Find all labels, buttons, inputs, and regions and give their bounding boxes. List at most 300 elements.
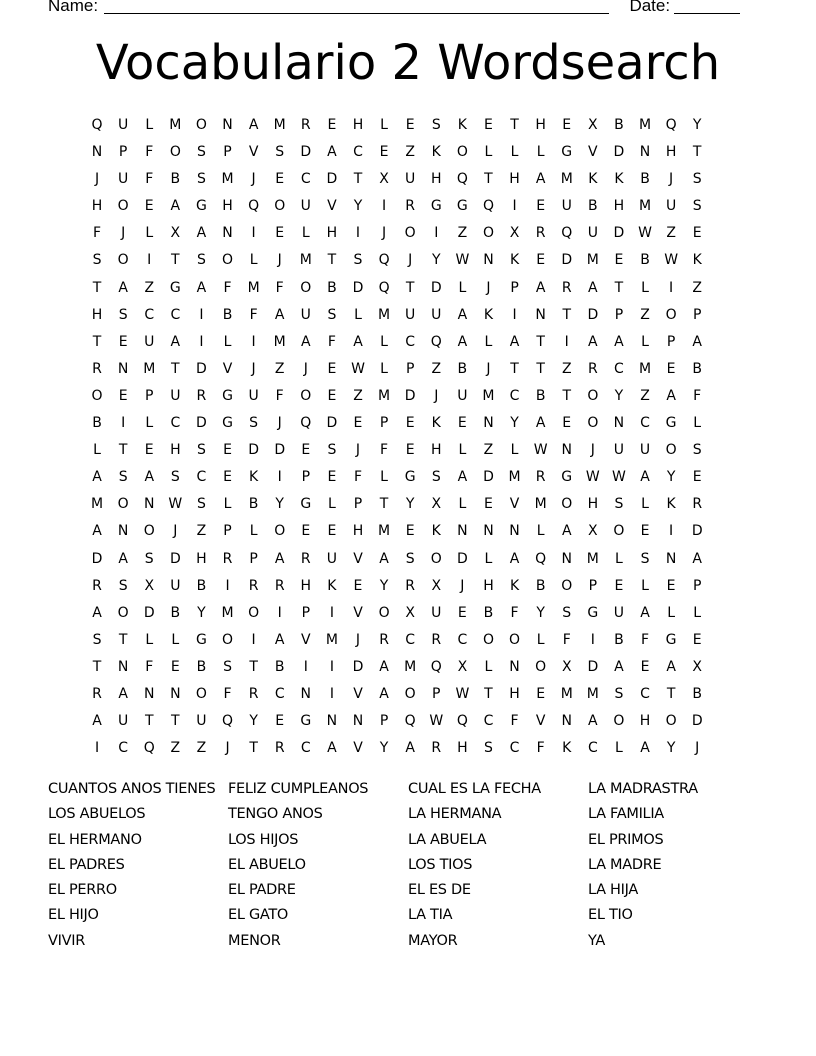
grid-letter[interactable]: Q <box>404 713 416 730</box>
grid-letter[interactable]: J <box>434 387 439 404</box>
grid-letter[interactable]: M <box>534 496 547 513</box>
grid-letter[interactable]: Z <box>483 442 494 459</box>
grid-letter[interactable]: A <box>118 685 128 702</box>
grid-letter[interactable]: F <box>223 685 232 702</box>
grid-letter[interactable]: B <box>196 658 207 675</box>
grid-letter[interactable]: N <box>143 496 155 513</box>
grid-letter[interactable]: I <box>669 523 674 540</box>
grid-letter[interactable]: E <box>614 252 624 269</box>
grid-letter[interactable]: L <box>615 550 623 567</box>
grid-letter[interactable]: E <box>640 523 650 540</box>
grid-letter[interactable]: G <box>587 604 599 621</box>
grid-letter[interactable]: X <box>561 658 572 675</box>
grid-letter[interactable]: C <box>640 415 650 432</box>
grid-letter[interactable]: L <box>145 117 154 133</box>
grid-letter[interactable]: B <box>170 604 181 621</box>
grid-letter[interactable]: E <box>405 442 415 459</box>
grid-letter[interactable]: A <box>535 279 546 296</box>
grid-letter[interactable]: P <box>614 306 624 323</box>
grid-letter[interactable]: O <box>404 225 416 242</box>
grid-letter[interactable]: F <box>380 442 389 459</box>
grid-letter[interactable]: C <box>353 144 363 161</box>
grid-letter[interactable]: V <box>248 144 259 161</box>
grid-letter[interactable]: Z <box>431 360 442 377</box>
grid-letter[interactable]: A <box>640 604 650 621</box>
grid-letter[interactable]: Y <box>405 496 415 513</box>
grid-letter[interactable]: O <box>561 577 573 594</box>
grid-letter[interactable]: E <box>170 658 180 675</box>
grid-letter[interactable]: Y <box>197 604 206 621</box>
grid-letter[interactable]: E <box>223 442 232 459</box>
grid-letter[interactable]: X <box>405 604 415 621</box>
grid-letter[interactable]: P <box>223 523 232 540</box>
grid-letter[interactable]: Z <box>405 144 415 161</box>
grid-letter[interactable]: D <box>196 415 207 432</box>
grid-letter[interactable]: A <box>588 333 598 350</box>
grid-letter[interactable]: S <box>692 171 702 188</box>
grid-letter[interactable]: H <box>509 171 520 188</box>
grid-letter[interactable]: J <box>382 225 387 242</box>
grid-letter[interactable]: G <box>561 144 573 161</box>
grid-letter[interactable]: E <box>327 117 337 133</box>
grid-letter[interactable]: C <box>405 333 416 350</box>
grid-letter[interactable]: B <box>614 117 624 133</box>
grid-letter[interactable]: V <box>327 198 337 215</box>
grid-letter[interactable]: C <box>509 740 520 757</box>
grid-letter[interactable]: D <box>196 360 207 377</box>
grid-letter[interactable]: G <box>195 198 207 215</box>
grid-letter[interactable]: O <box>561 496 573 513</box>
grid-letter[interactable]: L <box>693 415 702 432</box>
grid-letter[interactable]: R <box>222 550 233 567</box>
grid-letter[interactable]: B <box>196 577 207 594</box>
grid-letter[interactable]: J <box>695 740 700 757</box>
grid-letter[interactable]: E <box>536 252 546 269</box>
grid-letter[interactable]: N <box>509 523 520 540</box>
grid-letter[interactable]: J <box>408 252 413 269</box>
grid-letter[interactable]: A <box>379 658 389 675</box>
grid-letter[interactable]: T <box>327 252 337 269</box>
grid-letter[interactable]: F <box>327 333 336 350</box>
grid-letter[interactable]: K <box>483 306 494 323</box>
grid-letter[interactable]: H <box>431 171 442 188</box>
grid-letter[interactable]: A <box>588 713 598 730</box>
grid-letter[interactable]: F <box>93 225 102 242</box>
grid-letter[interactable]: J <box>355 631 361 648</box>
grid-letter[interactable]: P <box>301 604 311 621</box>
grid-letter[interactable]: S <box>118 469 128 486</box>
grid-letter[interactable]: S <box>431 117 441 133</box>
grid-letter[interactable]: S <box>692 442 702 459</box>
grid-letter[interactable]: T <box>379 496 389 513</box>
grid-letter[interactable]: M <box>169 117 182 133</box>
grid-letter[interactable]: S <box>118 306 128 323</box>
grid-letter[interactable]: F <box>275 279 284 296</box>
grid-letter[interactable]: A <box>274 550 285 567</box>
grid-letter[interactable]: Z <box>692 279 702 296</box>
grid-letter[interactable]: E <box>562 415 572 432</box>
grid-letter[interactable]: B <box>457 360 468 377</box>
grid-letter[interactable]: A <box>640 740 650 757</box>
grid-letter[interactable]: A <box>509 550 520 567</box>
grid-letter[interactable]: M <box>586 252 599 269</box>
grid-letter[interactable]: L <box>484 658 493 675</box>
grid-letter[interactable]: K <box>666 496 676 513</box>
grid-letter[interactable]: M <box>638 198 652 215</box>
grid-letter[interactable]: L <box>458 442 467 459</box>
grid-letter[interactable]: J <box>277 252 282 269</box>
grid-letter[interactable]: H <box>665 144 677 161</box>
grid-letter[interactable]: O <box>509 631 521 648</box>
grid-letter[interactable]: G <box>561 469 573 486</box>
grid-letter[interactable]: A <box>509 333 520 350</box>
grid-letter[interactable]: N <box>117 360 129 377</box>
grid-letter[interactable]: O <box>117 198 129 215</box>
grid-letter[interactable]: Q <box>456 713 468 730</box>
grid-letter[interactable]: I <box>251 225 256 242</box>
grid-letter[interactable]: E <box>692 225 702 242</box>
grid-letter[interactable]: A <box>457 333 468 350</box>
grid-letter[interactable]: Q <box>430 333 442 350</box>
grid-letter[interactable]: O <box>300 279 312 296</box>
grid-letter[interactable]: Z <box>561 360 572 377</box>
grid-letter[interactable]: W <box>664 252 679 269</box>
grid-letter[interactable]: U <box>300 198 311 215</box>
grid-letter[interactable]: P <box>432 685 441 702</box>
grid-letter[interactable]: H <box>91 198 103 215</box>
grid-letter[interactable]: M <box>221 604 234 621</box>
grid-letter[interactable]: Q <box>561 225 573 242</box>
grid-letter[interactable]: U <box>431 306 442 323</box>
grid-letter[interactable]: A <box>379 550 389 567</box>
grid-letter[interactable]: K <box>562 740 572 757</box>
grid-letter[interactable]: P <box>379 713 389 730</box>
grid-letter[interactable]: W <box>351 360 365 377</box>
grid-letter[interactable]: L <box>641 496 649 513</box>
grid-letter[interactable]: I <box>121 415 126 432</box>
grid-letter[interactable]: P <box>405 360 415 377</box>
grid-letter[interactable]: O <box>195 685 207 702</box>
grid-letter[interactable]: H <box>431 442 442 459</box>
grid-letter[interactable]: G <box>300 496 312 513</box>
grid-letter[interactable]: J <box>225 740 230 757</box>
grid-letter[interactable]: P <box>223 144 232 161</box>
grid-letter[interactable]: Z <box>196 523 207 540</box>
grid-letter[interactable]: T <box>510 117 519 133</box>
grid-letter[interactable]: R <box>274 740 285 757</box>
grid-letter[interactable]: W <box>533 442 548 459</box>
grid-letter[interactable]: X <box>431 577 442 594</box>
grid-letter[interactable]: G <box>195 631 207 648</box>
grid-letter[interactable]: R <box>405 198 416 215</box>
grid-letter[interactable]: N <box>561 550 572 567</box>
grid-letter[interactable]: E <box>405 523 415 540</box>
grid-letter[interactable]: X <box>588 523 598 540</box>
grid-letter[interactable]: R <box>248 685 259 702</box>
grid-letter[interactable]: A <box>692 550 702 567</box>
grid-letter[interactable]: A <box>405 740 415 757</box>
grid-letter[interactable]: P <box>379 415 389 432</box>
grid-letter[interactable]: R <box>274 577 285 594</box>
grid-letter[interactable]: L <box>536 144 545 161</box>
grid-letter[interactable]: H <box>535 117 546 133</box>
grid-letter[interactable]: Z <box>640 387 650 404</box>
grid-letter[interactable]: O <box>91 387 103 404</box>
grid-letter[interactable]: D <box>456 550 468 567</box>
grid-letter[interactable]: M <box>273 117 286 133</box>
grid-letter[interactable]: B <box>248 496 259 513</box>
grid-letter[interactable]: T <box>666 685 676 702</box>
grid-letter[interactable]: I <box>564 333 569 350</box>
grid-letter[interactable]: R <box>379 631 389 648</box>
grid-letter[interactable]: G <box>300 713 312 730</box>
grid-letter[interactable]: T <box>118 631 128 648</box>
grid-letter[interactable]: U <box>561 198 572 215</box>
grid-letter[interactable]: N <box>457 523 468 540</box>
grid-letter[interactable]: P <box>692 306 702 323</box>
grid-letter[interactable]: E <box>275 171 285 188</box>
grid-letter[interactable]: L <box>145 631 154 648</box>
grid-letter[interactable]: S <box>431 469 441 486</box>
grid-letter[interactable]: A <box>561 523 572 540</box>
grid-letter[interactable]: A <box>274 631 285 648</box>
grid-letter[interactable]: I <box>355 225 361 242</box>
grid-letter[interactable]: S <box>144 550 154 567</box>
grid-letter[interactable]: L <box>327 496 336 513</box>
grid-letter[interactable]: A <box>666 387 676 404</box>
grid-letter[interactable]: S <box>196 496 206 513</box>
grid-letter[interactable]: E <box>614 577 624 594</box>
grid-letter[interactable]: T <box>484 171 493 188</box>
grid-letter[interactable]: O <box>665 442 677 459</box>
grid-letter[interactable]: H <box>196 550 207 567</box>
grid-letter[interactable]: I <box>669 279 674 296</box>
grid-letter[interactable]: D <box>587 306 599 323</box>
grid-letter[interactable]: E <box>353 415 363 432</box>
grid-letter[interactable]: O <box>404 685 416 702</box>
grid-letter[interactable]: M <box>247 279 260 296</box>
grid-letter[interactable]: E <box>692 469 702 486</box>
grid-letter[interactable]: A <box>92 604 102 621</box>
grid-letter[interactable]: E <box>536 198 546 215</box>
grid-letter[interactable]: Y <box>666 740 676 757</box>
grid-letter[interactable]: N <box>91 144 103 161</box>
grid-letter[interactable]: E <box>118 333 128 350</box>
grid-letter[interactable]: Z <box>353 387 363 404</box>
grid-letter[interactable]: C <box>457 631 468 648</box>
grid-letter[interactable]: V <box>353 740 363 757</box>
grid-letter[interactable]: O <box>143 523 155 540</box>
grid-letter[interactable]: L <box>693 604 702 621</box>
grid-letter[interactable]: A <box>196 279 207 296</box>
grid-letter[interactable]: L <box>641 333 649 350</box>
grid-letter[interactable]: L <box>354 306 362 323</box>
grid-letter[interactable]: S <box>614 496 624 513</box>
grid-letter[interactable]: F <box>275 387 284 404</box>
grid-letter[interactable]: L <box>484 333 493 350</box>
grid-letter[interactable]: Q <box>665 117 677 133</box>
grid-letter[interactable]: I <box>382 198 387 215</box>
grid-letter[interactable]: A <box>92 523 102 540</box>
grid-letter[interactable]: O <box>535 658 547 675</box>
grid-letter[interactable]: E <box>484 496 493 513</box>
grid-letter[interactable]: E <box>692 631 702 648</box>
grid-letter[interactable]: S <box>640 550 650 567</box>
grid-letter[interactable]: U <box>326 550 338 567</box>
grid-letter[interactable]: F <box>693 387 702 404</box>
grid-letter[interactable]: M <box>404 658 417 675</box>
grid-letter[interactable]: T <box>118 442 128 459</box>
grid-letter[interactable]: R <box>248 577 259 594</box>
grid-letter[interactable]: K <box>431 144 441 161</box>
grid-letter[interactable]: R <box>535 225 546 242</box>
grid-letter[interactable]: A <box>92 713 102 730</box>
grid-letter[interactable]: G <box>169 279 181 296</box>
grid-letter[interactable]: Q <box>378 252 390 269</box>
grid-letter[interactable]: T <box>144 713 154 730</box>
grid-letter[interactable]: U <box>170 577 181 594</box>
grid-letter[interactable]: U <box>665 198 677 215</box>
grid-letter[interactable]: N <box>222 225 233 242</box>
grid-letter[interactable]: D <box>326 171 338 188</box>
grid-letter[interactable]: D <box>300 144 312 161</box>
grid-letter[interactable]: R <box>692 496 703 513</box>
grid-letter[interactable]: E <box>640 658 650 675</box>
grid-letter[interactable]: B <box>222 306 233 323</box>
grid-letter[interactable]: I <box>434 225 439 242</box>
grid-letter[interactable]: M <box>560 171 573 188</box>
grid-letter[interactable]: A <box>274 306 285 323</box>
grid-letter[interactable]: L <box>380 333 388 350</box>
grid-letter[interactable]: W <box>168 496 183 513</box>
grid-letter[interactable]: N <box>665 550 677 567</box>
grid-letter[interactable]: T <box>692 144 702 161</box>
grid-letter[interactable]: T <box>614 279 624 296</box>
grid-letter[interactable]: T <box>562 306 572 323</box>
grid-letter[interactable]: K <box>327 577 337 594</box>
grid-letter[interactable]: H <box>352 523 364 540</box>
grid-letter[interactable]: N <box>535 306 546 323</box>
grid-letter[interactable]: L <box>641 577 649 594</box>
grid-letter[interactable]: B <box>483 604 494 621</box>
grid-letter[interactable]: R <box>300 117 311 133</box>
grid-letter[interactable]: W <box>455 252 470 269</box>
grid-letter[interactable]: M <box>560 685 573 702</box>
grid-letter[interactable]: J <box>355 442 361 459</box>
grid-letter[interactable]: J <box>251 360 256 377</box>
grid-letter[interactable]: K <box>249 469 259 486</box>
grid-letter[interactable]: T <box>562 387 572 404</box>
grid-letter[interactable]: C <box>640 685 650 702</box>
grid-letter[interactable]: D <box>352 279 364 296</box>
grid-letter[interactable]: U <box>405 171 416 188</box>
grid-letter[interactable]: I <box>590 631 595 648</box>
grid-letter[interactable]: Z <box>144 279 155 296</box>
grid-letter[interactable]: O <box>587 415 599 432</box>
grid-letter[interactable]: F <box>353 469 363 486</box>
grid-letter[interactable]: M <box>378 306 391 323</box>
grid-letter[interactable]: C <box>118 740 129 757</box>
grid-letter[interactable]: U <box>248 387 259 404</box>
grid-letter[interactable]: V <box>588 144 598 161</box>
grid-letter[interactable]: T <box>353 171 363 188</box>
grid-letter[interactable]: B <box>274 658 285 675</box>
grid-letter[interactable]: O <box>665 713 677 730</box>
grid-letter[interactable]: N <box>483 523 494 540</box>
grid-letter[interactable]: E <box>353 577 363 594</box>
grid-letter[interactable]: I <box>277 469 282 486</box>
grid-letter[interactable]: S <box>118 577 128 594</box>
grid-letter[interactable]: P <box>145 387 154 404</box>
grid-letter[interactable]: B <box>640 171 650 188</box>
grid-letter[interactable]: E <box>275 225 285 242</box>
grid-letter[interactable]: F <box>510 604 519 621</box>
grid-letter[interactable]: P <box>249 550 258 567</box>
grid-letter[interactable]: D <box>561 252 573 269</box>
grid-letter[interactable]: X <box>457 658 468 675</box>
grid-letter[interactable]: W <box>455 685 470 702</box>
grid-letter[interactable]: O <box>300 387 312 404</box>
grid-letter[interactable]: D <box>326 415 338 432</box>
grid-letter[interactable]: S <box>196 144 206 161</box>
grid-letter[interactable]: T <box>510 360 519 377</box>
grid-letter[interactable]: C <box>300 171 311 188</box>
grid-letter[interactable]: J <box>590 442 595 459</box>
grid-letter[interactable]: U <box>639 442 651 459</box>
grid-letter[interactable]: E <box>666 360 676 377</box>
grid-letter[interactable]: L <box>536 523 545 540</box>
grid-letter[interactable]: E <box>327 360 337 377</box>
grid-letter[interactable]: Z <box>170 740 181 757</box>
grid-letter[interactable]: D <box>691 523 703 540</box>
grid-letter[interactable]: U <box>587 225 598 242</box>
grid-letter[interactable]: Z <box>274 360 285 377</box>
grid-letter[interactable]: O <box>222 631 234 648</box>
grid-letter[interactable]: K <box>588 171 598 188</box>
grid-letter[interactable]: I <box>329 685 334 702</box>
grid-letter[interactable]: L <box>641 279 649 296</box>
grid-letter[interactable]: Q <box>535 550 547 567</box>
grid-letter[interactable]: O <box>587 387 599 404</box>
grid-letter[interactable]: I <box>251 333 256 350</box>
grid-letter[interactable]: Q <box>248 198 260 215</box>
grid-letter[interactable]: I <box>329 658 334 675</box>
grid-letter[interactable]: W <box>638 225 652 242</box>
grid-letter[interactable]: Y <box>353 198 363 215</box>
grid-letter[interactable]: A <box>118 279 128 296</box>
grid-letter[interactable]: E <box>457 604 467 621</box>
grid-letter[interactable]: L <box>145 415 154 432</box>
grid-letter[interactable]: H <box>457 740 468 757</box>
grid-letter[interactable]: O <box>117 252 129 269</box>
grid-letter[interactable]: A <box>666 658 676 675</box>
grid-letter[interactable]: E <box>301 442 311 459</box>
grid-letter[interactable]: X <box>588 117 598 133</box>
grid-letter[interactable]: U <box>613 604 625 621</box>
grid-letter[interactable]: G <box>404 469 416 486</box>
grid-letter[interactable]: J <box>251 171 256 188</box>
grid-letter[interactable]: N <box>300 685 312 702</box>
grid-letter[interactable]: S <box>562 604 572 621</box>
grid-letter[interactable]: N <box>561 713 572 730</box>
grid-letter[interactable]: J <box>460 577 465 594</box>
grid-letter[interactable]: A <box>301 333 311 350</box>
grid-letter[interactable]: A <box>614 333 624 350</box>
grid-letter[interactable]: V <box>535 713 546 730</box>
grid-letter[interactable]: B <box>535 577 546 594</box>
grid-letter[interactable]: C <box>170 415 181 432</box>
grid-letter[interactable]: T <box>171 360 180 377</box>
